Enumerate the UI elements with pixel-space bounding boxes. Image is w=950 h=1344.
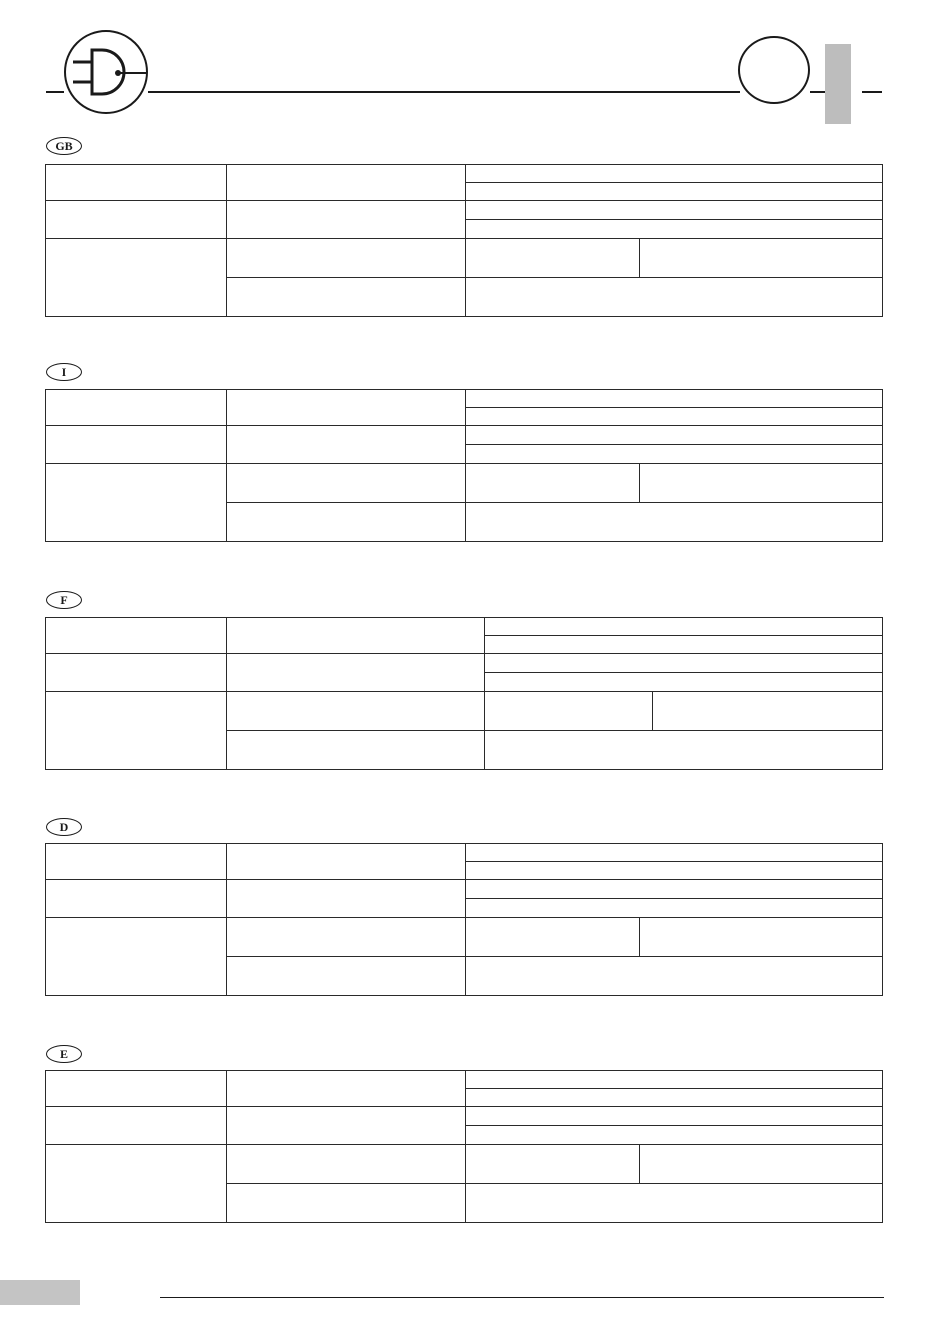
header-rule-mid <box>810 91 825 93</box>
row2-value <box>226 200 466 239</box>
row3-label <box>45 691 227 770</box>
row3-sub2-name <box>226 730 485 770</box>
row1-line-b <box>484 635 883 654</box>
row1-line-a <box>465 164 883 183</box>
row3-sub1-name <box>226 463 466 503</box>
lang-badge-e: E <box>46 1045 82 1063</box>
row3-label <box>45 238 227 317</box>
row3-sub1-b <box>639 1144 883 1184</box>
row1-line-a <box>465 843 883 862</box>
row2-line-b <box>465 898 883 918</box>
lang-badge-d: D <box>46 818 82 836</box>
header-rule-main <box>148 91 740 93</box>
spec-table-i <box>45 389 883 542</box>
row1-value <box>226 1070 466 1107</box>
plug-icon <box>66 32 146 112</box>
row3-sub1-name <box>226 1144 466 1184</box>
row2-label <box>45 425 227 464</box>
page-circle-icon <box>738 36 810 104</box>
row1-label <box>45 164 227 201</box>
row3-label <box>45 463 227 542</box>
row2-value <box>226 425 466 464</box>
row3-sub1-a <box>465 1144 640 1184</box>
side-tab-marker <box>825 44 851 124</box>
row3-sub1-name <box>226 691 485 731</box>
row3-sub1-b <box>639 238 883 278</box>
row1-value <box>226 843 466 880</box>
row1-line-b <box>465 182 883 201</box>
row2-label <box>45 1106 227 1145</box>
row3-sub1-name <box>226 917 466 957</box>
lang-badge-f: F <box>46 591 82 609</box>
row3-sub1-a <box>465 238 640 278</box>
row3-sub1-b <box>639 917 883 957</box>
row1-line-b <box>465 861 883 880</box>
header-rule-right <box>862 91 882 93</box>
spec-table-e <box>45 1070 883 1223</box>
row3-sub1-b <box>652 691 883 731</box>
row3-label <box>45 1144 227 1223</box>
row1-line-a <box>484 617 883 636</box>
row2-line-a <box>465 879 883 899</box>
row1-label <box>45 389 227 426</box>
row3-sub1-b <box>639 463 883 503</box>
row1-value <box>226 389 466 426</box>
row2-line-a <box>465 200 883 220</box>
row2-line-b <box>465 219 883 239</box>
row2-line-b <box>484 672 883 692</box>
row2-value <box>226 879 466 918</box>
row3-sub1-a <box>465 463 640 503</box>
row2-line-b <box>465 1125 883 1145</box>
row1-label <box>45 1070 227 1107</box>
row3-sub1-a <box>465 917 640 957</box>
row2-label <box>45 200 227 239</box>
row1-line-b <box>465 1088 883 1107</box>
row1-line-a <box>465 1070 883 1089</box>
footer-rule <box>160 1297 884 1298</box>
row2-value <box>226 653 485 692</box>
row3-sub2-c <box>484 730 883 770</box>
row3-sub2-c <box>465 277 883 317</box>
row1-line-b <box>465 407 883 426</box>
row3-sub1-name <box>226 238 466 278</box>
row3-sub2-c <box>465 956 883 996</box>
row3-sub2-name <box>226 502 466 542</box>
lang-badge-gb: GB <box>46 137 82 155</box>
lang-badge-i: I <box>46 363 82 381</box>
row3-sub2-name <box>226 1183 466 1223</box>
row1-line-a <box>465 389 883 408</box>
row3-label <box>45 917 227 996</box>
row1-value <box>226 617 485 654</box>
row2-line-a <box>484 653 883 673</box>
row2-line-a <box>465 425 883 445</box>
spec-table-gb <box>45 164 883 317</box>
row2-line-b <box>465 444 883 464</box>
row3-sub2-name <box>226 956 466 996</box>
row3-sub1-a <box>484 691 653 731</box>
spec-table-f <box>45 617 883 770</box>
row2-line-a <box>465 1106 883 1126</box>
row1-label <box>45 843 227 880</box>
page-number-tab <box>0 1280 80 1305</box>
row3-sub2-c <box>465 1183 883 1223</box>
row3-sub2-c <box>465 502 883 542</box>
row2-label <box>45 879 227 918</box>
spec-table-d <box>45 843 883 996</box>
row1-value <box>226 164 466 201</box>
header-rule-left <box>46 91 64 93</box>
row2-value <box>226 1106 466 1145</box>
plug-icon-frame <box>64 30 148 114</box>
row2-label <box>45 653 227 692</box>
row3-sub2-name <box>226 277 466 317</box>
row1-label <box>45 617 227 654</box>
